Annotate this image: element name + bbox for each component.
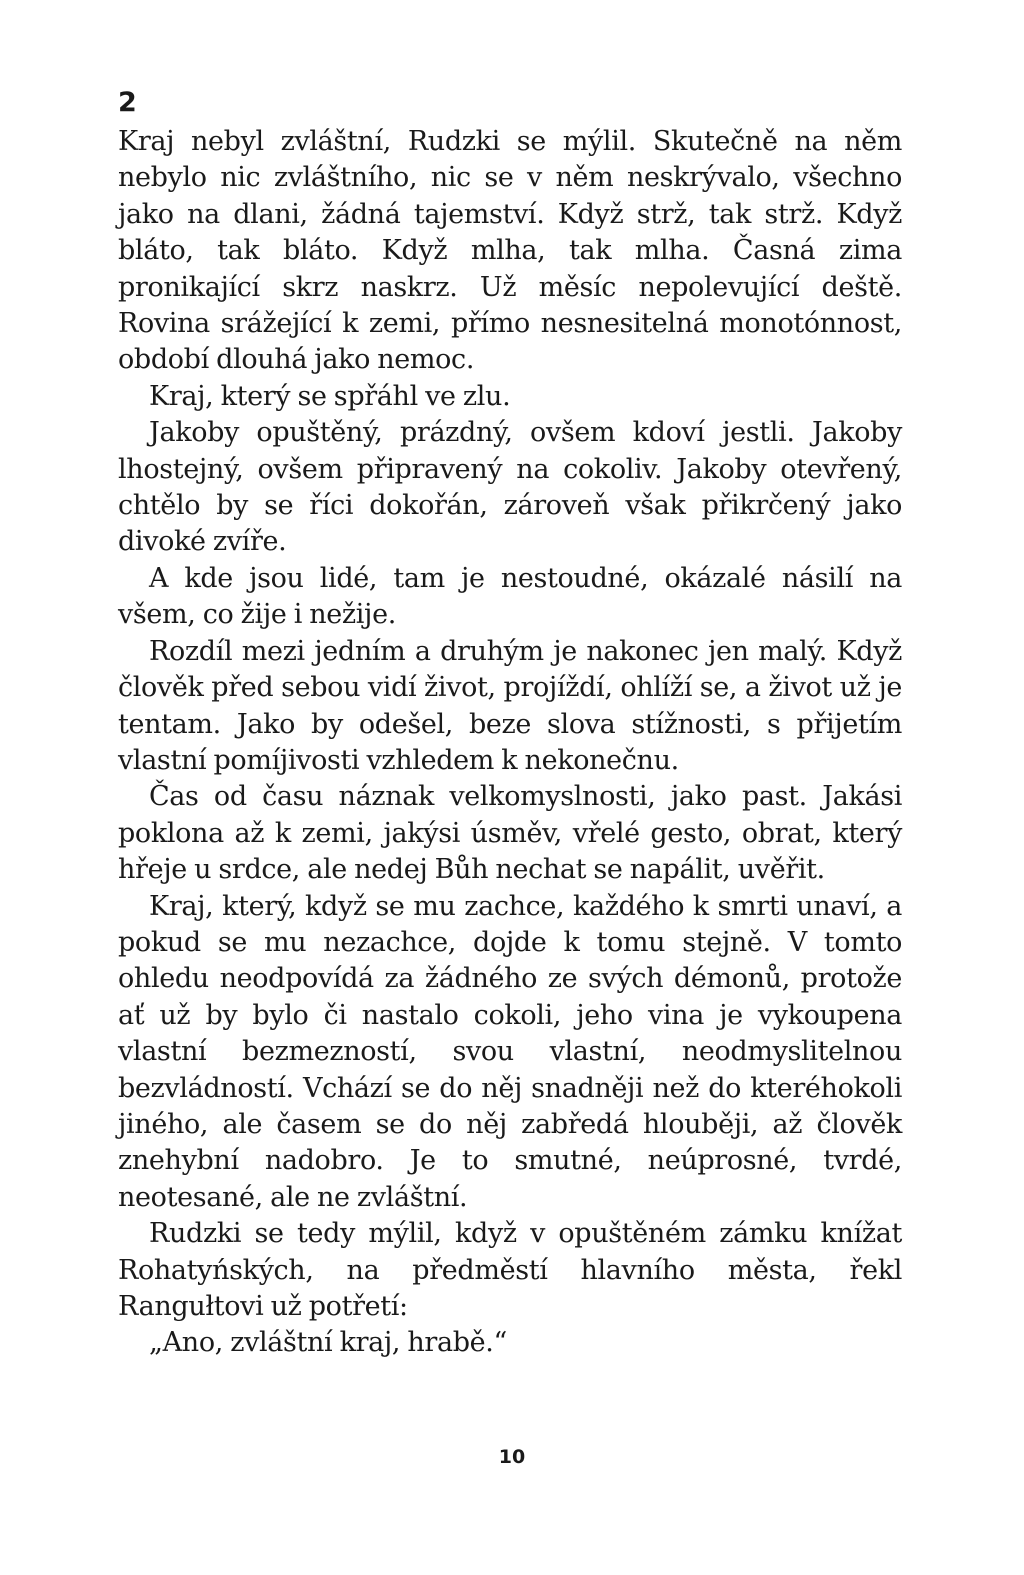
- paragraph-5: Rozdíl mezi jedním a druhým je nakonec jen malý. Když člověk před sebou vidí život, projíždí, ohlíží se, a život už je tentam. Jako by odešel, beze slova stížnosti, s přijetím vlastní pomíjivosti vzhledem k nekonečnu.: [118, 635, 902, 776]
- body-text: [118, 124, 902, 1362]
- page-number: 10: [498, 1446, 526, 1468]
- paragraph-3: Jakoby opuštěný, prázdný, ovšem kdoví jestli. Jakoby lhostejný, ovšem připravený na cokoliv. Jakoby otevřený, chtělo by se říci dokořán, zároveň však přikrčený jako divoké zvíře.: [118, 417, 902, 558]
- paragraph-9: „Ano, zvláštní kraj, hrabě.“: [149, 1327, 507, 1359]
- paragraph-2: Kraj, který se spřáhl ve zlu.: [149, 380, 511, 412]
- paragraph-8: Rudzki se tedy mýlil, když v opuštěném zámku knížat Rohatyńských, na předměstí hlavního města, řekl Rangułtovi už potřetí:: [118, 1218, 902, 1322]
- paragraph-4: A kde jsou lidé, tam je nestoudné, okázalé násilí na všem, co žije i nežije.: [118, 562, 902, 631]
- paragraph-1: Kraj nebyl zvláštní, Rudzki se mýlil. Skutečně na něm nebylo nic zvláštního, nic se v něm neskrývalo, všechno jako na dlani, žádná tajemství. Když strž, tak strž. Když bláto, tak bláto. Když mlha, tak mlha. Časná zima pronikající skrz naskrz. Už měsíc nepolevující deště. Rovina srážející k zemi, přímo nesnesitelná monotónnost, období dlouhá jako nemoc.: [118, 126, 902, 376]
- chapter-number: 2: [118, 87, 137, 118]
- paragraph-7: Kraj, který, když se mu zachce, každého k smrti unaví, a pokud se mu nezachce, dojde k tomu stejně. V tomto ohledu neodpovídá za žádného ze svých démonů, protože ať už by bylo či nastalo cokoli, jeho vina je vykoupena vlastní bezmezností, svou vlastní, neodmyslitelnou bezvládností. Vchází se do něj snadněji než do kteréhokoli jiného, ale časem se do něj zabředá hlouběji, až člověk znehybní nadobro. Je to smutné, neúprosné, tvrdé, neotesané, ale ne zvláštní.: [118, 890, 902, 1213]
- paragraph-6: Čas od času náznak velkomyslnosti, jako past. Jakási poklona až k zemi, jakýsi úsměv, vřelé gesto, obrat, který hřeje u srdce, ale nedej Bůh nechat se napálit, uvěřit.: [118, 781, 902, 886]
